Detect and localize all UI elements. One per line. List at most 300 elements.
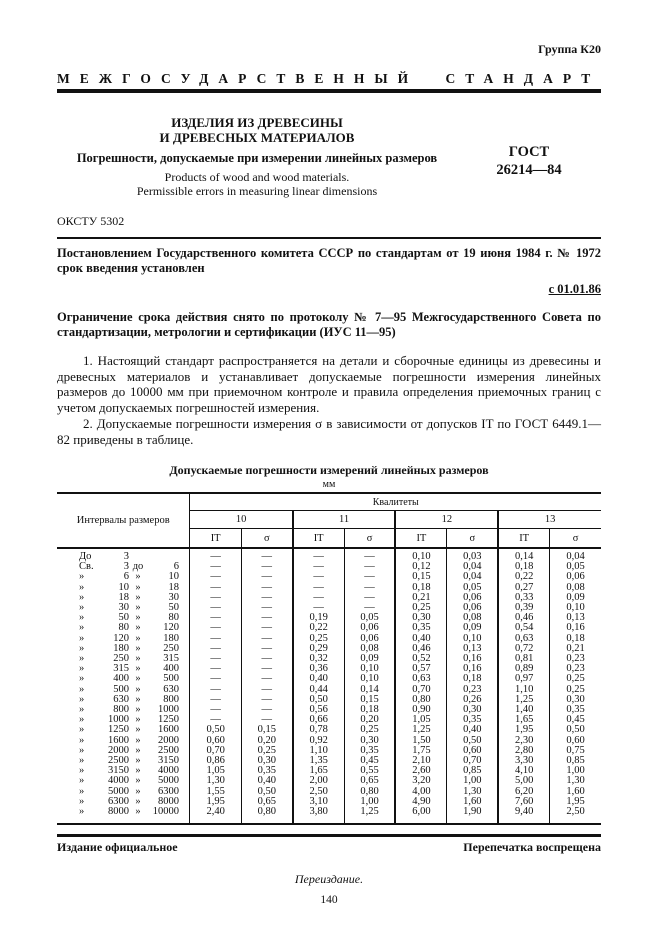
- value-cell: —: [190, 562, 241, 572]
- interval-part: 3: [123, 551, 129, 562]
- value-cell: 0,23: [447, 685, 498, 695]
- interval-part: »: [79, 724, 85, 736]
- value-cell: 0,40: [395, 634, 446, 644]
- value-cell: —: [190, 548, 241, 562]
- value-cell: —: [190, 685, 241, 695]
- value-cell: 2,50: [566, 806, 585, 818]
- value-cell: 0,16: [447, 654, 498, 664]
- interval-part: 315: [163, 653, 179, 665]
- footer-rule: [57, 834, 601, 837]
- value-cell: —: [190, 644, 241, 654]
- value-cell: 0,92: [293, 736, 344, 746]
- value-cell: 0,33: [498, 593, 549, 603]
- value-cell: 6,20: [498, 787, 549, 797]
- value-cell: 0,40: [241, 776, 292, 786]
- interval-part: 3150: [108, 765, 129, 777]
- value-cell: 0,13: [566, 612, 585, 624]
- interval-part: »: [79, 765, 85, 777]
- value-cell: —: [190, 613, 241, 623]
- value-cell: 1,25: [395, 725, 446, 735]
- interval-part: »: [135, 785, 141, 797]
- value-cell: 0,10: [395, 548, 446, 562]
- interval-part: »: [135, 612, 141, 624]
- value-cell: —: [241, 674, 292, 684]
- value-cell: 0,70: [447, 756, 498, 766]
- interval-part: 30: [168, 591, 179, 603]
- value-cell: —: [293, 603, 344, 613]
- value-cell: 1,50: [395, 736, 446, 746]
- gost-designation: [457, 143, 601, 198]
- value-cell: 0,15: [395, 572, 446, 582]
- value-cell: 0,60: [190, 736, 241, 746]
- value-cell: 0,30: [566, 693, 585, 705]
- interval-part: 6300: [158, 785, 179, 797]
- value-cell: 1,40: [498, 705, 549, 715]
- value-cell: 0,06: [344, 634, 395, 644]
- value-cell: —: [241, 685, 292, 695]
- value-cell: —: [344, 572, 395, 582]
- value-cell: 1,95: [190, 797, 241, 807]
- value-cell: 0,30: [447, 705, 498, 715]
- interval-part: »: [135, 663, 141, 675]
- interval-part: 18: [118, 591, 129, 603]
- value-cell: 0,16: [447, 664, 498, 674]
- value-cell: 0,25: [344, 725, 395, 735]
- value-cell: 0,30: [395, 613, 446, 623]
- title-block: [57, 115, 601, 198]
- interval-part: 4000: [158, 765, 179, 777]
- value-cell: 2,50: [293, 787, 344, 797]
- sigma-header: σ: [550, 529, 601, 549]
- value-cell: 0,80: [344, 787, 395, 797]
- value-cell: 0,25: [241, 746, 292, 756]
- interval-part: »: [135, 653, 141, 665]
- interval-part: 250: [113, 653, 129, 665]
- interval-part: 5000: [108, 785, 129, 797]
- value-cell: 0,09: [344, 654, 395, 664]
- effective-date: с 01.01.86: [548, 282, 601, 296]
- value-cell: 0,15: [241, 725, 292, 735]
- interval-cell: [57, 807, 190, 824]
- value-cell: —: [241, 664, 292, 674]
- interval-part: 80: [118, 622, 129, 634]
- interval-part: 1000: [158, 704, 179, 716]
- value-cell: 1,75: [395, 746, 446, 756]
- group-label: Группа К20: [538, 42, 601, 56]
- value-cell: —: [190, 695, 241, 705]
- value-cell: 0,05: [447, 583, 498, 593]
- interval-part: »: [79, 775, 85, 787]
- value-cell: —: [241, 654, 292, 664]
- value-cell: 1,05: [395, 715, 446, 725]
- value-cell: —: [293, 572, 344, 582]
- value-cell: —: [241, 695, 292, 705]
- interval-part: »: [135, 755, 141, 767]
- value-cell: 5,00: [498, 776, 549, 786]
- value-cell: 0,27: [498, 583, 549, 593]
- interval-part: »: [79, 734, 85, 746]
- value-cell: 0,06: [447, 603, 498, 613]
- value-cell: 1,00: [566, 765, 585, 777]
- value-cell: —: [241, 603, 292, 613]
- decree-paragraph: Постановлением Государственного комитета СССР по стандартам от 19 июня 1984 г. № 1972 срок введения установлен: [57, 246, 601, 275]
- value-cell: —: [344, 593, 395, 603]
- interval-part: 5000: [158, 775, 179, 787]
- value-cell: —: [241, 705, 292, 715]
- value-cell: 1,25: [498, 695, 549, 705]
- interval-part: 2000: [108, 744, 129, 756]
- value-cell: 0,15: [344, 695, 395, 705]
- interval-part: »: [135, 795, 141, 807]
- interval-part: »: [135, 704, 141, 716]
- interval-part: »: [135, 765, 141, 777]
- interval-part: »: [135, 581, 141, 593]
- value-cell: 0,20: [241, 736, 292, 746]
- value-cell: 0,18: [498, 562, 549, 572]
- sigma-header: σ: [344, 529, 395, 549]
- interval-part: »: [79, 602, 85, 614]
- table-unit: мм: [322, 479, 336, 490]
- value-cell: 0,85: [566, 755, 585, 767]
- value-cell: 0,06: [344, 623, 395, 633]
- value-cell: 0,20: [344, 715, 395, 725]
- value-cell: 1,55: [190, 787, 241, 797]
- interval-part: »: [79, 795, 85, 807]
- value-cell: 4,00: [395, 787, 446, 797]
- reissue-note: Переиздание.: [294, 872, 364, 887]
- value-cell: —: [190, 664, 241, 674]
- interval-part: 400: [113, 673, 129, 685]
- interval-cell: [57, 548, 190, 562]
- value-cell: 0,54: [498, 623, 549, 633]
- value-cell: 0,23: [566, 653, 585, 665]
- value-cell: 0,70: [190, 746, 241, 756]
- value-cell: 1,05: [190, 766, 241, 776]
- sigma-header: σ: [241, 529, 292, 549]
- kvalitet-header-cell: Квалитеты: [190, 493, 601, 511]
- value-cell: 7,60: [498, 797, 549, 807]
- interval-part: 120: [163, 622, 179, 634]
- value-cell: 0,35: [395, 623, 446, 633]
- interval-part: 1600: [108, 734, 129, 746]
- table-body: [57, 548, 601, 824]
- value-cell: 0,10: [566, 602, 585, 614]
- value-cell: 0,04: [447, 562, 498, 572]
- value-cell: 0,25: [293, 634, 344, 644]
- okstu-code: ОКСТУ 5302: [57, 214, 125, 228]
- value-cell: 0,46: [498, 613, 549, 623]
- value-cell: —: [293, 593, 344, 603]
- value-cell: 0,45: [344, 756, 395, 766]
- value-cell: 0,30: [241, 756, 292, 766]
- gost-word: ГОСТ: [508, 144, 550, 160]
- value-cell: 2,00: [293, 776, 344, 786]
- value-cell: 0,72: [498, 644, 549, 654]
- value-cell: —: [190, 603, 241, 613]
- value-cell: 0,09: [447, 623, 498, 633]
- interval-part: »: [135, 683, 141, 695]
- value-cell: —: [190, 715, 241, 725]
- group-header-13: 13: [498, 511, 601, 529]
- interval-part: »: [135, 602, 141, 614]
- table-head: [57, 493, 601, 548]
- value-cell: —: [190, 654, 241, 664]
- interval-part: 10: [118, 581, 129, 593]
- group-header-12: 12: [395, 511, 498, 529]
- value-cell: 0,25: [395, 603, 446, 613]
- interval-part: »: [135, 591, 141, 603]
- interval-part: 4000: [108, 775, 129, 787]
- value-cell: 0,05: [344, 613, 395, 623]
- value-cell: 0,97: [498, 674, 549, 684]
- title-ru-line1: ИЗДЕЛИЯ ИЗ ДРЕВЕСИНЫ: [171, 115, 343, 130]
- value-cell: 0,03: [447, 548, 498, 562]
- interval-part: Св.: [79, 561, 94, 573]
- interval-part: »: [135, 673, 141, 685]
- value-cell: 0,26: [447, 695, 498, 705]
- interval-part: »: [79, 683, 85, 695]
- value-cell: —: [241, 572, 292, 582]
- value-cell: 3,80: [293, 807, 344, 824]
- interval-part: 180: [113, 642, 129, 654]
- interval-part: 630: [163, 683, 179, 695]
- interval-part: 8000: [158, 795, 179, 807]
- value-cell: 1,30: [190, 776, 241, 786]
- value-cell: 0,45: [566, 714, 585, 726]
- interval-part: 400: [163, 663, 179, 675]
- value-cell: —: [344, 583, 395, 593]
- value-cell: 0,06: [447, 593, 498, 603]
- header-rule: [57, 89, 601, 93]
- value-cell: 0,29: [293, 644, 344, 654]
- value-cell: 0,80: [241, 807, 292, 824]
- interval-part: 500: [113, 683, 129, 695]
- it-header: IT: [190, 529, 241, 549]
- interval-part: 1250: [108, 724, 129, 736]
- interval-part: »: [79, 704, 85, 716]
- paragraph-1: 1. Настоящий стандарт распространяется на детали и сборочные единицы из древесины и древесных материалов и устанавливает допускаемые погрешности измерения линейных размеров до 10000 мм при приемочном контроле и правила определения приемочных границ с учетом допускаемых погрешностей измерения.: [57, 353, 601, 415]
- value-cell: 4,90: [395, 797, 446, 807]
- interval-part: 6300: [108, 795, 129, 807]
- value-cell: 0,09: [566, 591, 585, 603]
- value-cell: 0,21: [566, 642, 585, 654]
- value-cell: 0,78: [293, 725, 344, 735]
- interval-part: »: [135, 806, 141, 818]
- value-cell: 0,19: [293, 613, 344, 623]
- value-cell: 0,25: [566, 683, 585, 695]
- title-en-line2: Permissible errors in measuring linear dimensions: [136, 184, 378, 198]
- group-header-10: 10: [190, 511, 293, 529]
- value-cell: 0,56: [293, 705, 344, 715]
- value-cell: 0,39: [498, 603, 549, 613]
- value-cell: 0,86: [190, 756, 241, 766]
- value-cell: 0,40: [447, 725, 498, 735]
- interval-part: »: [79, 632, 85, 644]
- value-cell: 0,10: [447, 634, 498, 644]
- value-cell: —: [344, 603, 395, 613]
- value-cell: 0,12: [395, 562, 446, 572]
- interval-part: »: [135, 724, 141, 736]
- interval-part: до: [132, 561, 144, 573]
- paragraph-2: 2. Допускаемые погрешности измерения σ в зависимости от допусков IT по ГОСТ 6449.1—82 приведены в таблице.: [57, 416, 601, 447]
- gost-number: 26214—84: [496, 162, 562, 178]
- value-cell: 0,32: [293, 654, 344, 664]
- value-cell: 1,10: [293, 746, 344, 756]
- value-cell: —: [241, 613, 292, 623]
- title-en-line1: Products of wood and wood materials.: [164, 170, 350, 184]
- value-cell: 3,20: [395, 776, 446, 786]
- interval-part: »: [135, 775, 141, 787]
- interval-part: 120: [113, 632, 129, 644]
- footer-row: [57, 840, 601, 855]
- value-cell: 0,18: [344, 705, 395, 715]
- interval-part: »: [79, 673, 85, 685]
- interval-part: 1600: [158, 724, 179, 736]
- interval-part: 1250: [158, 714, 179, 726]
- title-en-block: [57, 170, 457, 198]
- value-cell: 0,35: [566, 704, 585, 716]
- title-left-column: [57, 115, 457, 198]
- value-cell: 1,90: [447, 807, 498, 824]
- value-cell: 1,00: [344, 797, 395, 807]
- interval-part: До: [79, 551, 92, 562]
- value-cell: 0,06: [566, 571, 585, 583]
- value-cell: 2,10: [395, 756, 446, 766]
- value-cell: 2,30: [498, 736, 549, 746]
- value-cell: —: [190, 572, 241, 582]
- interval-part: »: [79, 622, 85, 634]
- value-cell: —: [241, 593, 292, 603]
- interval-part: 6: [123, 571, 129, 583]
- footer-left: Издание официальное: [57, 840, 178, 855]
- value-cell: 4,10: [498, 766, 549, 776]
- value-cell: 0,22: [498, 572, 549, 582]
- value-cell: —: [190, 674, 241, 684]
- intervals-header-cell: Интервалы размеров: [57, 493, 190, 548]
- it-header: IT: [498, 529, 549, 549]
- interval-part: »: [79, 693, 85, 705]
- value-cell: —: [344, 562, 395, 572]
- value-cell: 1,95: [566, 795, 585, 807]
- value-cell: 0,50: [293, 695, 344, 705]
- value-cell: 0,50: [447, 736, 498, 746]
- value-cell: —: [190, 623, 241, 633]
- value-cell: —: [241, 715, 292, 725]
- interval-part: 1000: [108, 714, 129, 726]
- value-cell: 3,30: [498, 756, 549, 766]
- value-cell: 0,75: [566, 744, 585, 756]
- interval-part: 18: [168, 581, 179, 593]
- value-cell: 0,65: [344, 776, 395, 786]
- value-cell: 0,63: [498, 634, 549, 644]
- interval-part: »: [79, 612, 85, 624]
- value-cell: 0,14: [498, 548, 549, 562]
- value-cell: 0,16: [566, 622, 585, 634]
- value-cell: 0,23: [566, 663, 585, 675]
- standard-type-heading: МЕЖГОСУДАРСТВЕННЫЙ СТАНДАРТ: [57, 71, 601, 86]
- interval-part: 10: [168, 571, 179, 583]
- interval-part: 8000: [108, 806, 129, 818]
- interval-part: »: [79, 653, 85, 665]
- interval-part: »: [79, 714, 85, 726]
- interval-part: »: [135, 622, 141, 634]
- interval-part: »: [79, 591, 85, 603]
- value-cell: 0,65: [241, 797, 292, 807]
- value-cell: 0,13: [447, 644, 498, 654]
- table-header-row-1: [57, 493, 601, 511]
- interval-part: »: [79, 581, 85, 593]
- value-cell: 1,35: [293, 756, 344, 766]
- table-title: Допускаемые погрешности измерений линейных размеров: [169, 463, 489, 477]
- value-cell: 0,60: [447, 746, 498, 756]
- sigma-header: σ: [447, 529, 498, 549]
- interval-part: 800: [163, 693, 179, 705]
- it-header: IT: [293, 529, 344, 549]
- value-cell: 0,80: [395, 695, 446, 705]
- value-cell: —: [241, 562, 292, 572]
- value-cell: 0,10: [344, 664, 395, 674]
- value-cell: 1,10: [498, 685, 549, 695]
- interval-part: 30: [118, 602, 129, 614]
- interval-part: »: [135, 571, 141, 583]
- value-cell: —: [190, 583, 241, 593]
- value-cell: —: [190, 634, 241, 644]
- interval-part: »: [135, 744, 141, 756]
- interval-part: 3150: [158, 755, 179, 767]
- value-cell: 0,25: [566, 673, 585, 685]
- value-cell: 0,04: [447, 572, 498, 582]
- interval-part: »: [79, 785, 85, 797]
- interval-part: 3: [123, 561, 129, 573]
- value-cell: —: [344, 548, 395, 562]
- value-cell: 0,21: [395, 593, 446, 603]
- interval-part: 800: [113, 704, 129, 716]
- value-cell: 0,05: [566, 561, 585, 573]
- value-cell: 0,50: [241, 787, 292, 797]
- value-cell: —: [241, 548, 292, 562]
- value-cell: 1,30: [566, 775, 585, 787]
- value-cell: 0,35: [447, 715, 498, 725]
- value-cell: 0,08: [566, 581, 585, 593]
- table-row: [57, 807, 601, 824]
- value-cell: 0,46: [395, 644, 446, 654]
- value-cell: 0,14: [344, 685, 395, 695]
- interval-part: 250: [163, 642, 179, 654]
- interval-part: 630: [113, 693, 129, 705]
- value-cell: 0,36: [293, 664, 344, 674]
- interval-part: »: [135, 632, 141, 644]
- value-cell: 0,50: [190, 725, 241, 735]
- interval-part: »: [79, 806, 85, 818]
- value-cell: 0,04: [566, 551, 585, 562]
- value-cell: 0,22: [293, 623, 344, 633]
- interval-part: »: [79, 755, 85, 767]
- value-cell: 6,00: [395, 807, 446, 824]
- value-cell: 0,66: [293, 715, 344, 725]
- value-cell: —: [241, 623, 292, 633]
- value-cell: 0,50: [566, 724, 585, 736]
- interval-part: 6: [173, 561, 179, 573]
- value-cell: —: [241, 644, 292, 654]
- value-cell: —: [293, 562, 344, 572]
- value-cell: 2,60: [395, 766, 446, 776]
- interval-part: 2500: [158, 744, 179, 756]
- value-cell: 9,40: [498, 807, 549, 824]
- interval-part: »: [135, 693, 141, 705]
- value-cell: 0,35: [344, 746, 395, 756]
- value-cell: 0,10: [344, 674, 395, 684]
- interval-part: 500: [163, 673, 179, 685]
